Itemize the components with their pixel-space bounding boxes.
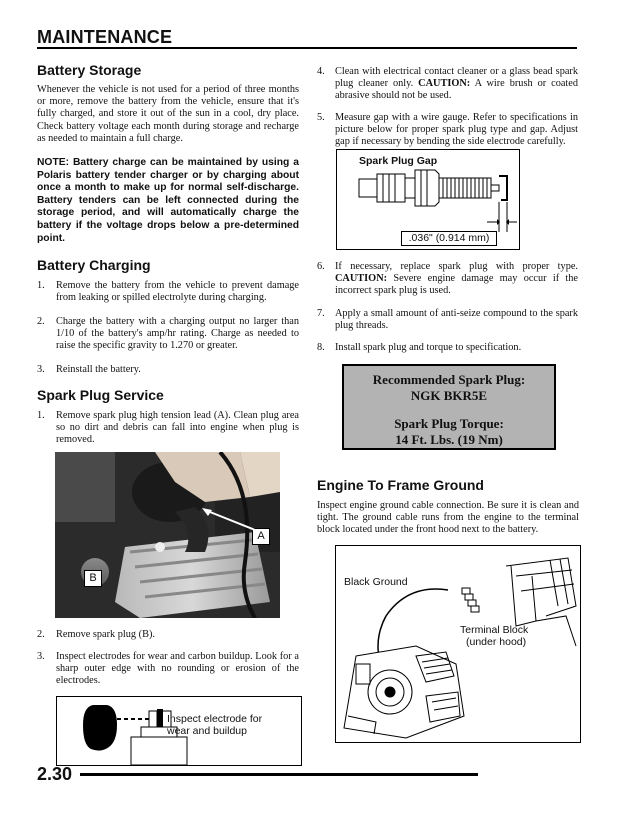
gap-value: .036" (0.914 mm) [401, 231, 497, 246]
step-text: Reinstall the battery. [56, 364, 141, 375]
step-text: Measure gap with a wire gauge. Refer to specifications in picture below for proper spark plug type and gap. Adjust gap if necessary by bending the side electrode carefully. [335, 112, 578, 148]
engine-ground-heading: Engine To Frame Ground [317, 477, 484, 493]
battery-storage-paragraph: Whenever the vehicle is not used for a period of three months or more, remove the battery from the vehicle, ensure that it's fully charged, and store it out of the sun in a cool, dry place. Check battery voltage each month during storage and recharge as needed to maintain a full charge. [37, 84, 299, 144]
step-number: 5. [317, 112, 325, 123]
header-rule [37, 47, 577, 49]
gap-figure-title: Spark Plug Gap [359, 155, 438, 167]
page-number: 2.30 [37, 764, 73, 784]
battery-storage-note: NOTE: Battery charge can be maintained by using a Polaris battery tender charger or by charging about once a month to make up for normal self-discharge. Battery tenders can be left connected during the storage period, and will automatically charge the battery if the voltage drops below a pre-determined point. [37, 157, 299, 244]
footer-rule [80, 773, 478, 776]
black-ground-label: Black Ground [344, 576, 408, 588]
spark-plug-service-heading: Spark Plug Service [37, 387, 164, 403]
step-text: Inspect electrodes for wear and carbon buildup. Look for a sharp outer edge with no rounding or erosion of the electrodes. [56, 651, 299, 687]
step-number: 2. [37, 629, 45, 640]
step-number: 2. [37, 316, 45, 327]
step-text: Remove spark plug (B). [56, 629, 155, 640]
photo-label-b: B [84, 570, 102, 587]
terminal-block-label: Terminal Block [460, 624, 529, 636]
step-text: Apply a small amount of anti-seize compound to the spark plug threads. [335, 308, 578, 332]
step-text: Clean with electrical contact cleaner or a glass bead spark plug cleaner only. CAUTION: A wire brush or coated abrasive should not be used. [335, 66, 578, 102]
photo-label-a: A [252, 528, 270, 545]
step-number: 3. [37, 651, 45, 662]
spec-value-torque: 14 Ft. Lbs. (19 Nm) [395, 432, 503, 447]
engine-photo-illustration [55, 452, 280, 618]
step-number: 4. [317, 66, 325, 77]
battery-charging-heading: Battery Charging [37, 257, 151, 273]
electrode-label-line-1: Inspect electrode for [167, 713, 263, 725]
step-text: If necessary, replace spark plug with proper type. CAUTION: Severe engine damage may occur if the incorrect spark plug is used. [335, 261, 578, 297]
engine-ground-figure [335, 545, 581, 743]
terminal-block-sublabel: (under hood) [466, 636, 527, 648]
step-text: Remove the battery from the vehicle to prevent damage from leaking or spilled electrolyte during charging. [56, 280, 299, 304]
step-text: Remove spark plug high tension lead (A). Clean plug area so no dirt and debris can fall into engine when plug is removed. [56, 410, 299, 446]
spec-label-plug: Recommended Spark Plug: [372, 372, 526, 387]
engine-photo [55, 452, 280, 618]
step-number: 8. [317, 342, 325, 353]
engine-ground-paragraph: Inspect engine ground cable connection. Be sure it is clean and tight. The ground cable runs from the engine to the terminal block located under the front hood next to the battery. [317, 500, 579, 536]
label-a-leader [200, 505, 260, 535]
spec-label-torque: Spark Plug Torque: [394, 416, 504, 431]
step-number: 7. [317, 308, 325, 319]
electrode-label-line-2: wear and buildup [167, 725, 247, 737]
spark-plug-gap-figure [336, 149, 520, 250]
step-number: 3. [37, 364, 45, 375]
spark-plug-spec-box [342, 364, 556, 450]
page-title: MAINTENANCE [37, 27, 173, 47]
step-text: Install spark plug and torque to specification. [335, 342, 522, 353]
step-text: Charge the battery with a charging output no larger than 1/10 of the battery's amp/hr rating. Charge as needed to raise the specific gravity to 1.270 or greater. [56, 316, 299, 352]
step-number: 1. [37, 410, 45, 421]
electrode-figure [56, 696, 302, 766]
step-number: 1. [37, 280, 45, 291]
spec-value-plug: NGK BKR5E [410, 388, 488, 403]
step-number: 6. [317, 261, 325, 272]
battery-storage-heading: Battery Storage [37, 62, 142, 78]
